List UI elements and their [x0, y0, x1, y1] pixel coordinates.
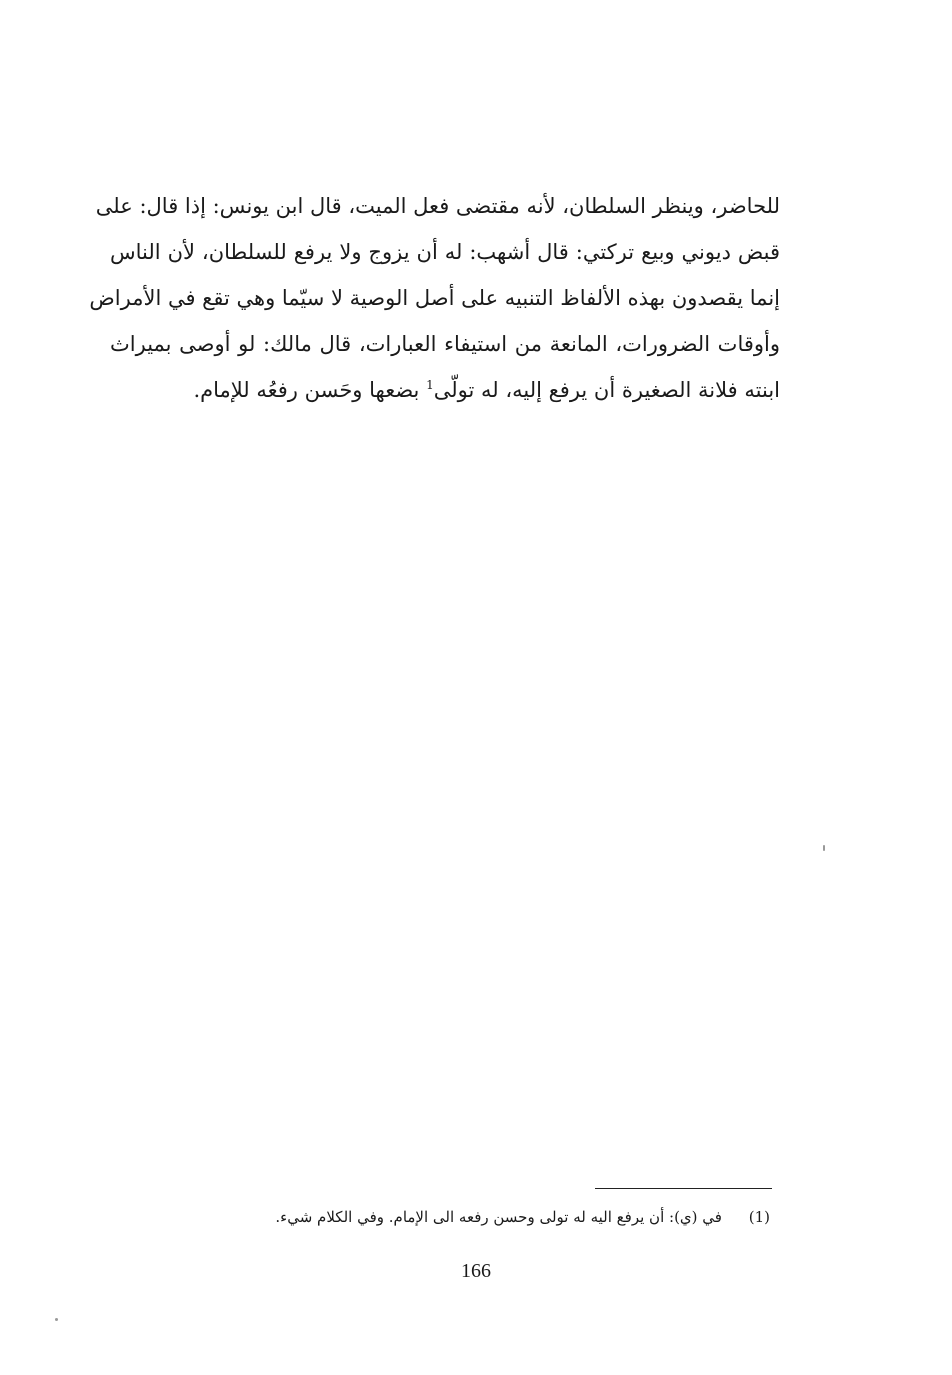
page-number: 166: [461, 1260, 491, 1282]
text-line-2: قبض ديوني وبيع تركتي: قال أشهب: له أن يزوج ولا يرفع للسلطان، لأن الناس: [110, 240, 780, 264]
text-line-5-start: ابنته فلانة الصغيرة أن يرفع إليه، له تولّى: [433, 378, 780, 402]
scan-speck: [55, 1318, 58, 1321]
footnote-reference[interactable]: 1: [426, 378, 434, 392]
footnote-separator: [595, 1188, 772, 1189]
main-paragraph: [89, 183, 780, 413]
text-line-3: إنما يقصدون بهذه الألفاظ التنبيه على أصل الوصية لا سيّما وهي تقع في الأمراض: [89, 286, 780, 310]
text-line-4: وأوقات الضرورات، المانعة من استيفاء العبارات، قال مالك: لو أوصى بميراث: [110, 332, 780, 356]
footnote-marker: (1): [748, 1208, 770, 1226]
text-line-5: [110, 367, 780, 413]
scan-speck: [823, 845, 825, 851]
text-line-5-end: بضعها وحَسن رفعُه للإمام.: [193, 378, 427, 402]
footnote: [200, 1202, 770, 1232]
text-line-1: للحاضر، وينظر السلطان، لأنه مقتضى فعل الميت، قال ابن يونس: إذا قال: على: [95, 194, 780, 218]
footnote-text: في (ي): أن يرفع اليه له تولى وحسن رفعه الى الإمام. وفي الكلام شيء.: [275, 1208, 722, 1226]
